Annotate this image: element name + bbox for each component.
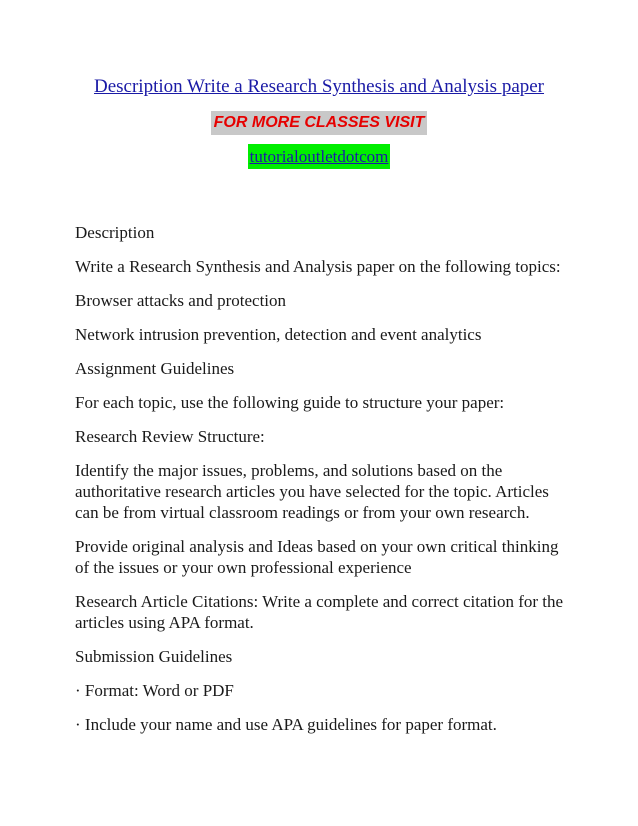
promo-banner	[0, 111, 638, 135]
document-body	[75, 222, 565, 748]
site-link[interactable]: tutorialoutletdotcom	[248, 144, 391, 169]
paragraph-description-heading: Description	[75, 223, 155, 242]
site-link-wrapper	[0, 144, 638, 169]
paragraph-format: · Format: Word or PDF	[75, 681, 234, 700]
paragraph-citations: Research Article Citations: Write a complete and correct citation for the articles using APA format.	[75, 592, 564, 632]
paragraph-topic-network: Network intrusion prevention, detection and event analytics	[75, 325, 482, 344]
paragraph-structure-heading: Research Review Structure:	[75, 427, 265, 446]
paragraph-topic-browser: Browser attacks and protection	[75, 291, 287, 310]
paragraph-guide-intro: For each topic, use the following guide to structure your paper:	[75, 393, 505, 412]
paragraph-include-name: · Include your name and use APA guidelines for paper format.	[75, 715, 497, 734]
paragraph-submission-heading: Submission Guidelines	[75, 647, 233, 666]
paragraph-intro: Write a Research Synthesis and Analysis paper on the following topics:	[75, 257, 561, 276]
title-link[interactable]: Description Write a Research Synthesis and Analysis paper	[93, 76, 545, 97]
paragraph-assignment-heading: Assignment Guidelines	[75, 359, 235, 378]
paragraph-original-analysis: Provide original analysis and Ideas based on your own critical thinking of the issues or your own professional experience	[75, 537, 559, 577]
promo-text: FOR MORE CLASSES VISIT	[211, 111, 428, 135]
paragraph-identify-issues: Identify the major issues, problems, and solutions based on the authoritative research articles you have selected for the topic. Articles can be from virtual classroom readings or from your own research.	[75, 461, 549, 522]
